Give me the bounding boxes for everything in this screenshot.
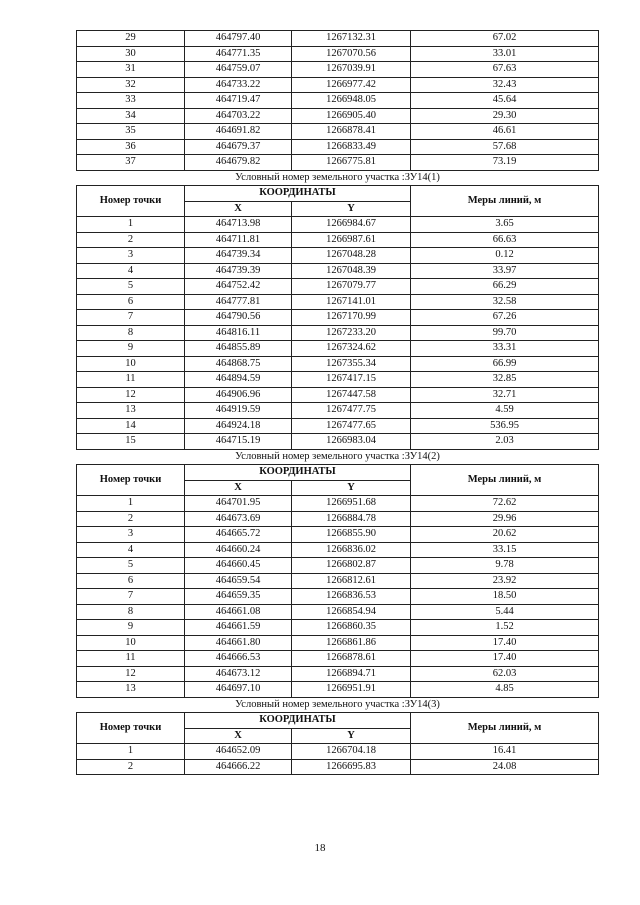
point-number-cell: 11	[77, 372, 185, 388]
y-coordinate-cell: 1267170.99	[292, 310, 411, 326]
line-length-cell: 33.01	[411, 46, 599, 62]
table-row	[77, 589, 599, 605]
x-coordinate-cell: 464777.81	[185, 294, 292, 310]
line-length-cell: 536.95	[411, 418, 599, 434]
table-row	[77, 31, 599, 47]
x-coordinate-cell: 464715.19	[185, 434, 292, 450]
point-number-cell: 11	[77, 651, 185, 667]
table-row	[77, 263, 599, 279]
x-coordinate-cell: 464703.22	[185, 108, 292, 124]
table-row	[77, 542, 599, 558]
point-number-cell: 14	[77, 418, 185, 434]
point-number-cell: 9	[77, 341, 185, 357]
parcel-caption-row	[77, 449, 599, 465]
y-coordinate-cell: 1267079.77	[292, 279, 411, 295]
parcel-caption: Условный номер земельного участка :ЗУ14(1)	[77, 170, 599, 186]
table-row	[77, 496, 599, 512]
x-coordinate-cell: 464679.82	[185, 155, 292, 171]
y-coordinate-cell: 1267048.39	[292, 263, 411, 279]
line-length-cell: 67.63	[411, 62, 599, 78]
x-coordinate-cell: 464797.40	[185, 31, 292, 47]
table-row	[77, 248, 599, 264]
line-length-cell: 16.41	[411, 744, 599, 760]
x-coordinate-cell: 464924.18	[185, 418, 292, 434]
x-coordinate-cell: 464661.59	[185, 620, 292, 636]
point-number-cell: 13	[77, 682, 185, 698]
y-coordinate-cell: 1266984.67	[292, 217, 411, 233]
y-coordinate-cell: 1266855.90	[292, 527, 411, 543]
line-length-cell: 32.43	[411, 77, 599, 93]
x-coordinate-cell: 464652.09	[185, 744, 292, 760]
point-number-cell: 30	[77, 46, 185, 62]
table-row	[77, 403, 599, 419]
line-length-cell: 45.64	[411, 93, 599, 109]
point-number-cell: 13	[77, 403, 185, 419]
x-coordinate-cell: 464719.47	[185, 93, 292, 109]
point-number-cell: 12	[77, 387, 185, 403]
y-coordinate-cell: 1267233.20	[292, 325, 411, 341]
point-number-header: Номер точки	[77, 186, 185, 217]
table-row	[77, 682, 599, 698]
line-length-cell: 20.62	[411, 527, 599, 543]
table-row	[77, 527, 599, 543]
line-length-cell: 29.30	[411, 108, 599, 124]
point-number-cell: 36	[77, 139, 185, 155]
point-number-cell: 6	[77, 573, 185, 589]
table-row	[77, 573, 599, 589]
table-row	[77, 155, 599, 171]
y-coordinate-cell: 1266878.61	[292, 651, 411, 667]
y-coordinate-cell: 1266836.02	[292, 542, 411, 558]
line-length-cell: 2.03	[411, 434, 599, 450]
point-number-cell: 5	[77, 558, 185, 574]
x-coordinate-cell: 464701.95	[185, 496, 292, 512]
x-coordinate-cell: 464868.75	[185, 356, 292, 372]
table-row	[77, 46, 599, 62]
x-header: X	[185, 480, 292, 496]
line-length-cell: 73.19	[411, 155, 599, 171]
y-coordinate-cell: 1266833.49	[292, 139, 411, 155]
point-number-cell: 2	[77, 759, 185, 775]
header-row	[77, 465, 599, 481]
y-coordinate-cell: 1266861.86	[292, 635, 411, 651]
header-row	[77, 186, 599, 202]
point-number-cell: 5	[77, 279, 185, 295]
line-length-cell: 5.44	[411, 604, 599, 620]
line-length-cell: 99.70	[411, 325, 599, 341]
y-coordinate-cell: 1266802.87	[292, 558, 411, 574]
line-length-cell: 0.12	[411, 248, 599, 264]
table-row	[77, 604, 599, 620]
table-row	[77, 759, 599, 775]
table-row	[77, 387, 599, 403]
line-length-cell: 4.59	[411, 403, 599, 419]
parcel-caption: Условный номер земельного участка :ЗУ14(3)	[77, 697, 599, 713]
x-coordinate-cell: 464660.24	[185, 542, 292, 558]
table-row	[77, 124, 599, 140]
line-length-cell: 66.63	[411, 232, 599, 248]
point-number-cell: 2	[77, 511, 185, 527]
x-coordinate-cell: 464739.39	[185, 263, 292, 279]
line-length-cell: 24.08	[411, 759, 599, 775]
point-number-cell: 8	[77, 325, 185, 341]
line-length-cell: 29.96	[411, 511, 599, 527]
point-number-cell: 9	[77, 620, 185, 636]
line-length-cell: 33.97	[411, 263, 599, 279]
y-coordinate-cell: 1267417.15	[292, 372, 411, 388]
line-length-header: Меры линий, м	[411, 713, 599, 744]
line-length-cell: 62.03	[411, 666, 599, 682]
table-row	[77, 93, 599, 109]
point-number-cell: 1	[77, 217, 185, 233]
x-coordinate-cell: 464673.12	[185, 666, 292, 682]
y-coordinate-cell: 1266977.42	[292, 77, 411, 93]
y-coordinate-cell: 1267132.31	[292, 31, 411, 47]
line-length-cell: 33.15	[411, 542, 599, 558]
y-coordinate-cell: 1266704.18	[292, 744, 411, 760]
point-number-cell: 6	[77, 294, 185, 310]
y-coordinate-cell: 1266695.83	[292, 759, 411, 775]
x-coordinate-cell: 464816.11	[185, 325, 292, 341]
x-coordinate-cell: 464666.22	[185, 759, 292, 775]
line-length-cell: 66.99	[411, 356, 599, 372]
y-coordinate-cell: 1266812.61	[292, 573, 411, 589]
point-number-cell: 7	[77, 310, 185, 326]
y-coordinate-cell: 1266860.35	[292, 620, 411, 636]
table-row	[77, 356, 599, 372]
x-coordinate-cell: 464771.35	[185, 46, 292, 62]
x-coordinate-cell: 464660.45	[185, 558, 292, 574]
point-number-cell: 3	[77, 527, 185, 543]
parcel-caption-row	[77, 170, 599, 186]
table-body	[77, 31, 599, 775]
page-number: 18	[314, 842, 326, 854]
point-number-cell: 3	[77, 248, 185, 264]
point-number-header: Номер точки	[77, 713, 185, 744]
x-coordinate-cell: 464673.69	[185, 511, 292, 527]
x-coordinate-cell: 464665.72	[185, 527, 292, 543]
line-length-header: Меры линий, м	[411, 465, 599, 496]
table-row	[77, 217, 599, 233]
table-row	[77, 310, 599, 326]
line-length-cell: 3.65	[411, 217, 599, 233]
y-header: Y	[292, 201, 411, 217]
point-number-cell: 8	[77, 604, 185, 620]
point-number-header: Номер точки	[77, 465, 185, 496]
point-number-cell: 34	[77, 108, 185, 124]
table-row	[77, 77, 599, 93]
y-coordinate-cell: 1266951.91	[292, 682, 411, 698]
line-length-cell: 67.26	[411, 310, 599, 326]
x-coordinate-cell: 464906.96	[185, 387, 292, 403]
point-number-cell: 31	[77, 62, 185, 78]
line-length-cell: 4.85	[411, 682, 599, 698]
x-coordinate-cell: 464666.53	[185, 651, 292, 667]
table-row	[77, 635, 599, 651]
y-coordinate-cell: 1266836.53	[292, 589, 411, 605]
y-coordinate-cell: 1267477.65	[292, 418, 411, 434]
y-header: Y	[292, 480, 411, 496]
y-coordinate-cell: 1266854.94	[292, 604, 411, 620]
line-length-cell: 17.40	[411, 635, 599, 651]
y-coordinate-cell: 1266894.71	[292, 666, 411, 682]
y-coordinate-cell: 1267355.34	[292, 356, 411, 372]
y-coordinate-cell: 1267324.62	[292, 341, 411, 357]
x-coordinate-cell: 464659.35	[185, 589, 292, 605]
line-length-cell: 46.61	[411, 124, 599, 140]
x-coordinate-cell: 464711.81	[185, 232, 292, 248]
x-coordinate-cell: 464691.82	[185, 124, 292, 140]
y-coordinate-cell: 1266983.04	[292, 434, 411, 450]
x-coordinate-cell: 464659.54	[185, 573, 292, 589]
table-row	[77, 139, 599, 155]
x-coordinate-cell: 464739.34	[185, 248, 292, 264]
line-length-cell: 32.85	[411, 372, 599, 388]
line-length-cell: 32.58	[411, 294, 599, 310]
point-number-cell: 35	[77, 124, 185, 140]
y-coordinate-cell: 1266878.41	[292, 124, 411, 140]
table-row	[77, 108, 599, 124]
y-coordinate-cell: 1266905.40	[292, 108, 411, 124]
line-length-cell: 18.50	[411, 589, 599, 605]
line-length-cell: 66.29	[411, 279, 599, 295]
line-length-cell: 23.92	[411, 573, 599, 589]
table-row	[77, 511, 599, 527]
table-row	[77, 232, 599, 248]
point-number-cell: 7	[77, 589, 185, 605]
coordinates-header: КООРДИНАТЫ	[185, 465, 411, 481]
table-row	[77, 620, 599, 636]
line-length-cell: 32.71	[411, 387, 599, 403]
x-coordinate-cell: 464697.10	[185, 682, 292, 698]
y-coordinate-cell: 1266987.61	[292, 232, 411, 248]
table-row	[77, 434, 599, 450]
table-row	[77, 62, 599, 78]
coordinates-document	[76, 30, 598, 775]
x-coordinate-cell: 464752.42	[185, 279, 292, 295]
coordinates-header: КООРДИНАТЫ	[185, 713, 411, 729]
point-number-cell: 4	[77, 263, 185, 279]
point-number-cell: 10	[77, 635, 185, 651]
y-coordinate-cell: 1266948.05	[292, 93, 411, 109]
x-coordinate-cell: 464661.08	[185, 604, 292, 620]
x-coordinate-cell: 464713.98	[185, 217, 292, 233]
x-coordinate-cell: 464733.22	[185, 77, 292, 93]
table-row	[77, 325, 599, 341]
line-length-cell: 72.62	[411, 496, 599, 512]
table-row	[77, 294, 599, 310]
table-row	[77, 666, 599, 682]
point-number-cell: 10	[77, 356, 185, 372]
point-number-cell: 12	[77, 666, 185, 682]
x-coordinate-cell: 464855.89	[185, 341, 292, 357]
table-row	[77, 341, 599, 357]
y-coordinate-cell: 1267447.58	[292, 387, 411, 403]
parcel-caption-row	[77, 697, 599, 713]
y-coordinate-cell: 1267048.28	[292, 248, 411, 264]
point-number-cell: 1	[77, 496, 185, 512]
point-number-cell: 4	[77, 542, 185, 558]
x-coordinate-cell: 464790.56	[185, 310, 292, 326]
x-coordinate-cell: 464661.80	[185, 635, 292, 651]
point-number-cell: 37	[77, 155, 185, 171]
x-coordinate-cell: 464759.07	[185, 62, 292, 78]
line-length-cell: 17.40	[411, 651, 599, 667]
y-coordinate-cell: 1267477.75	[292, 403, 411, 419]
y-coordinate-cell: 1267070.56	[292, 46, 411, 62]
table-row	[77, 744, 599, 760]
coordinates-header: КООРДИНАТЫ	[185, 186, 411, 202]
point-number-cell: 29	[77, 31, 185, 47]
y-coordinate-cell: 1266884.78	[292, 511, 411, 527]
line-length-cell: 67.02	[411, 31, 599, 47]
point-number-cell: 32	[77, 77, 185, 93]
y-coordinate-cell: 1266951.68	[292, 496, 411, 512]
x-header: X	[185, 728, 292, 744]
table-row	[77, 372, 599, 388]
x-header: X	[185, 201, 292, 217]
line-length-cell: 33.31	[411, 341, 599, 357]
y-header: Y	[292, 728, 411, 744]
x-coordinate-cell: 464919.59	[185, 403, 292, 419]
x-coordinate-cell: 464679.37	[185, 139, 292, 155]
table-row	[77, 558, 599, 574]
x-coordinate-cell: 464894.59	[185, 372, 292, 388]
table-row	[77, 418, 599, 434]
line-length-cell: 57.68	[411, 139, 599, 155]
line-length-cell: 9.78	[411, 558, 599, 574]
point-number-cell: 2	[77, 232, 185, 248]
table-row	[77, 651, 599, 667]
point-number-cell: 15	[77, 434, 185, 450]
y-coordinate-cell: 1266775.81	[292, 155, 411, 171]
point-number-cell: 1	[77, 744, 185, 760]
header-row	[77, 713, 599, 729]
y-coordinate-cell: 1267141.01	[292, 294, 411, 310]
line-length-header: Меры линий, м	[411, 186, 599, 217]
coordinates-table	[76, 30, 599, 775]
y-coordinate-cell: 1267039.91	[292, 62, 411, 78]
table-row	[77, 279, 599, 295]
point-number-cell: 33	[77, 93, 185, 109]
line-length-cell: 1.52	[411, 620, 599, 636]
parcel-caption: Условный номер земельного участка :ЗУ14(2)	[77, 449, 599, 465]
